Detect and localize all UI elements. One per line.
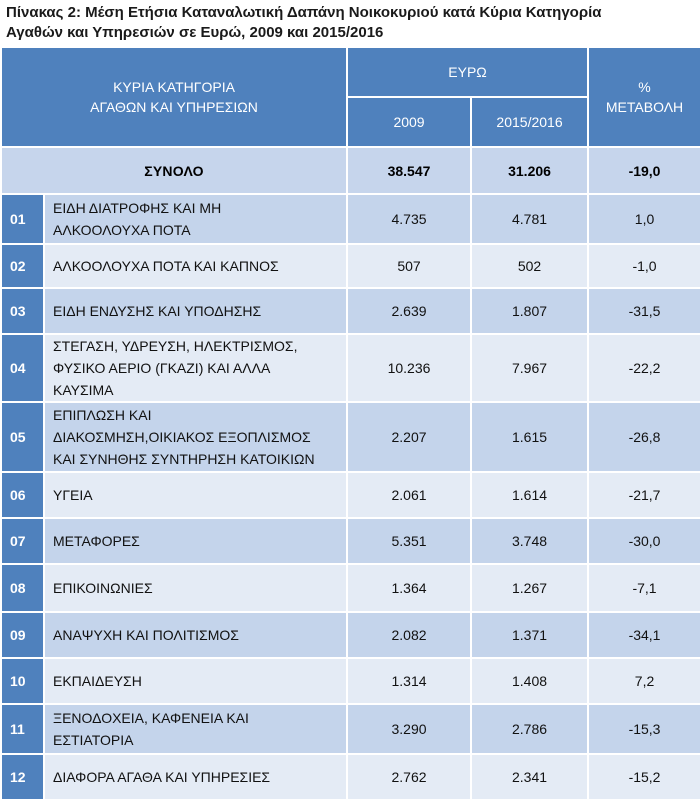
row-category-line: ΦΥΣΙΚΟ ΑΕΡΙΟ (ΓΚΑΖΙ) ΚΑΙ ΑΛΛΑ — [53, 360, 271, 376]
row-category — [44, 244, 347, 288]
table-row — [1, 518, 700, 564]
row-change: -30,0 — [588, 518, 700, 564]
row-code: 05 — [1, 402, 44, 472]
row-value-2015-2016: 502 — [471, 244, 588, 288]
table-row — [1, 244, 700, 288]
row-category-line: ΕΠΙΠΛΩΣΗ ΚΑΙ — [53, 407, 152, 423]
row-change: -26,8 — [588, 402, 700, 472]
row-change: -21,7 — [588, 472, 700, 518]
row-value-2015-2016: 1.807 — [471, 288, 588, 334]
row-category-line: ΔΙΑΚΟΣΜΗΣΗ,ΟΙΚΙΑΚΟΣ ΕΞΟΠΛΙΣΜΟΣ — [53, 429, 311, 445]
row-category — [44, 194, 347, 244]
row-category-line: ΕΠΙΚΟΙΝΩΝΙΕΣ — [53, 580, 153, 596]
row-change: -15,2 — [588, 754, 700, 800]
row-value-2009: 1.364 — [347, 564, 471, 612]
row-value-2009: 2.762 — [347, 754, 471, 800]
row-category — [44, 754, 347, 800]
row-value-2009: 4.735 — [347, 194, 471, 244]
row-value-2009: 1.314 — [347, 658, 471, 704]
total-2009: 38.547 — [347, 147, 471, 194]
total-row — [1, 147, 700, 194]
table-row — [1, 472, 700, 518]
row-change: -1,0 — [588, 244, 700, 288]
table-row — [1, 194, 700, 244]
row-category-line: ΚΑΙ ΣΥΝΗΘΗΣ ΣΥΝΤΗΡΗΣΗ ΚΑΤΟΙΚΙΩΝ — [53, 451, 315, 467]
row-code: 12 — [1, 754, 44, 800]
row-code: 03 — [1, 288, 44, 334]
row-code: 04 — [1, 334, 44, 402]
table-row — [1, 288, 700, 334]
row-category-line: ΑΛΚΟΟΛΟΥΧΑ ΠΟΤΑ — [53, 222, 191, 238]
row-category-line: ΞΕΝΟΔΟΧΕΙΑ, ΚΑΦΕΝΕΙΑ ΚΑΙ — [53, 710, 249, 726]
row-value-2015-2016: 1.267 — [471, 564, 588, 612]
row-category-line: ΕΚΠΑΙΔΕΥΣΗ — [53, 673, 142, 689]
row-category — [44, 472, 347, 518]
total-2015-2016: 31.206 — [471, 147, 588, 194]
row-category-line: ΕΙΔΗ ΕΝΔΥΣΗΣ ΚΑΙ ΥΠΟΔΗΣΗΣ — [53, 303, 262, 319]
table-row — [1, 658, 700, 704]
total-label: ΣΥΝΟΛΟ — [1, 147, 347, 194]
row-code: 10 — [1, 658, 44, 704]
row-value-2009: 3.290 — [347, 704, 471, 754]
header-pct-symbol: % — [638, 79, 651, 95]
row-change: -31,5 — [588, 288, 700, 334]
row-change: -34,1 — [588, 612, 700, 658]
header-pct-change — [588, 47, 700, 147]
row-category-line: ΔΙΑΦΟΡΑ ΑΓΑΘΑ ΚΑΙ ΥΠΗΡΕΣΙΕΣ — [53, 769, 271, 785]
row-category-line: ΕΙΔΗ ΔΙΑΤΡΟΦΗΣ ΚΑΙ ΜΗ — [53, 200, 222, 216]
row-value-2015-2016: 1.408 — [471, 658, 588, 704]
row-value-2009: 10.236 — [347, 334, 471, 402]
row-category — [44, 612, 347, 658]
header-year-2015-2016: 2015/2016 — [471, 97, 588, 147]
header-euro: ΕΥΡΩ — [347, 47, 588, 97]
header-category-line2: ΑΓΑΘΩΝ ΚΑΙ ΥΠΗΡΕΣΙΩΝ — [90, 99, 258, 115]
row-category — [44, 518, 347, 564]
row-change: -15,3 — [588, 704, 700, 754]
table-row — [1, 402, 700, 472]
header-category-line1: ΚΥΡΙΑ ΚΑΤΗΓΟΡΙΑ — [113, 79, 235, 95]
row-category-line: ΚΑΥΣΙΜΑ — [53, 382, 114, 398]
row-change: 7,2 — [588, 658, 700, 704]
row-category-line: ΣΤΕΓΑΣΗ, ΥΔΡΕΥΣΗ, ΗΛΕΚΤΡΙΣΜΟΣ, — [53, 338, 298, 354]
row-category-line: ΕΣΤΙΑΤΟΡΙΑ — [53, 732, 134, 748]
row-value-2015-2016: 4.781 — [471, 194, 588, 244]
row-category — [44, 564, 347, 612]
table-title-line2: Αγαθών και Υπηρεσιών σε Ευρώ, 2009 και 2015/2016 — [6, 24, 384, 41]
row-value-2009: 507 — [347, 244, 471, 288]
total-change: -19,0 — [588, 147, 700, 194]
row-value-2015-2016: 1.371 — [471, 612, 588, 658]
row-value-2015-2016: 2.786 — [471, 704, 588, 754]
row-value-2015-2016: 1.615 — [471, 402, 588, 472]
row-code: 07 — [1, 518, 44, 564]
row-category-line: ΑΝΑΨΥΧΗ ΚΑΙ ΠΟΛΙΤΙΣΜΟΣ — [53, 627, 239, 643]
row-category — [44, 704, 347, 754]
table-row — [1, 612, 700, 658]
row-code: 09 — [1, 612, 44, 658]
row-code: 06 — [1, 472, 44, 518]
row-category — [44, 658, 347, 704]
table-title — [6, 3, 696, 43]
expenditure-table — [0, 46, 700, 801]
row-change: -7,1 — [588, 564, 700, 612]
row-code: 08 — [1, 564, 44, 612]
row-category — [44, 334, 347, 402]
row-change: 1,0 — [588, 194, 700, 244]
row-value-2009: 2.082 — [347, 612, 471, 658]
row-value-2009: 2.207 — [347, 402, 471, 472]
row-code: 02 — [1, 244, 44, 288]
row-category-line: ΥΓΕΙΑ — [53, 487, 93, 503]
row-value-2015-2016: 3.748 — [471, 518, 588, 564]
row-category-line: ΜΕΤΑΦΟΡΕΣ — [53, 533, 140, 549]
row-value-2015-2016: 7.967 — [471, 334, 588, 402]
row-category — [44, 402, 347, 472]
table-row — [1, 704, 700, 754]
table-row — [1, 334, 700, 402]
header-year-2009: 2009 — [347, 97, 471, 147]
row-code: 01 — [1, 194, 44, 244]
table-row — [1, 564, 700, 612]
table-row — [1, 754, 700, 800]
row-value-2015-2016: 1.614 — [471, 472, 588, 518]
row-value-2009: 2.639 — [347, 288, 471, 334]
row-category-line: ΑΛΚΟΟΛΟΥΧΑ ΠΟΤΑ ΚΑΙ ΚΑΠΝΟΣ — [53, 258, 279, 274]
row-value-2009: 5.351 — [347, 518, 471, 564]
row-change: -22,2 — [588, 334, 700, 402]
row-value-2009: 2.061 — [347, 472, 471, 518]
table-title-line1: Πίνακας 2: Μέση Ετήσια Καταναλωτική Δαπάνη Νοικοκυριού κατά Κύρια Κατηγορία — [6, 4, 602, 21]
row-category — [44, 288, 347, 334]
header-pct-label: ΜΕΤΑΒΟΛΗ — [605, 99, 684, 115]
header-category — [1, 47, 347, 147]
row-value-2015-2016: 2.341 — [471, 754, 588, 800]
row-code: 11 — [1, 704, 44, 754]
